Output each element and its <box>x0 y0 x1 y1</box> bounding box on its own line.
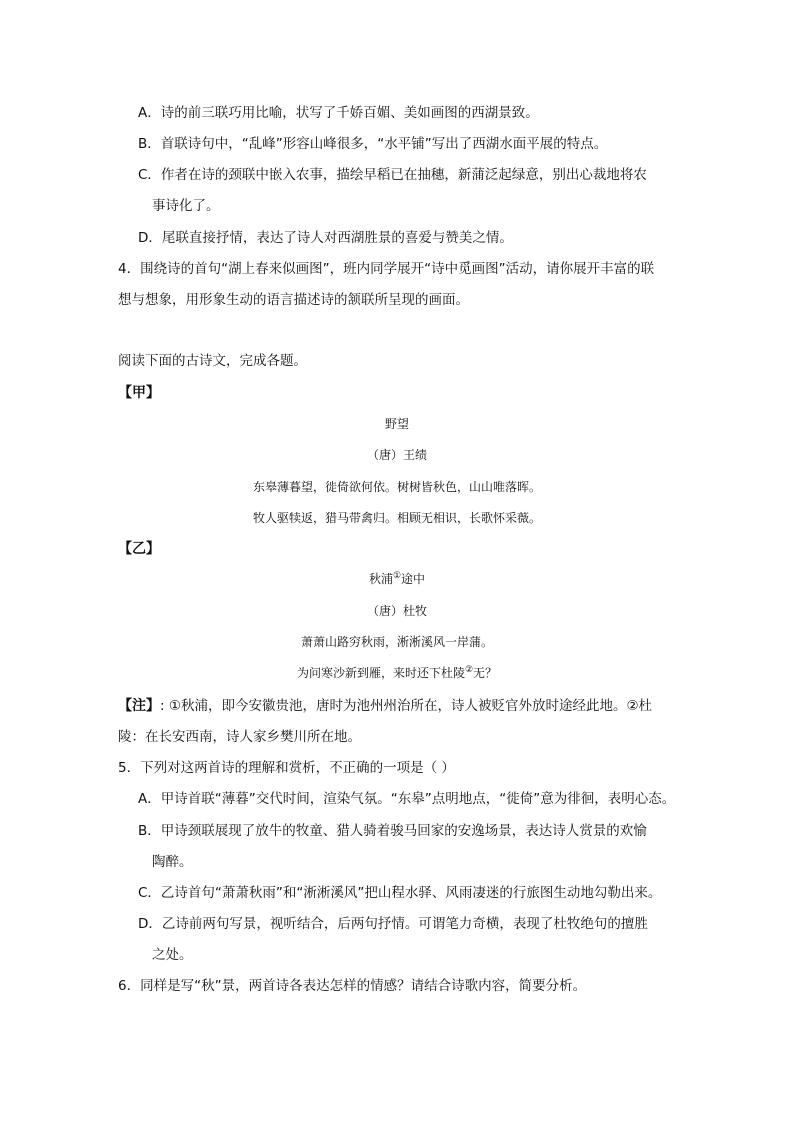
poem-jia-author: （唐）王绩 <box>366 448 427 462</box>
poem-jia-line2: 牧人驱犊返，猎马带禽归。相顾无相识，长歌怀采薇。 <box>252 511 541 525</box>
q3-option-a: A．诗的前三联巧用比喻，状写了千娇百媚、美如画图的西湖景致。 <box>138 105 539 121</box>
q4-stem-line1: 4．围绕诗的首句“湖上春来似画图”，班内同学展开“诗中觅画图”活动，请你展开丰富的联 <box>118 261 655 277</box>
q3-option-b: B．首联诗句中，“乱峰”形容山峰很多，“水平铺”写出了西湖水面平展的特点。 <box>138 136 608 152</box>
q3-option-d: D．尾联直接抒情，表达了诗人对西湖胜景的喜爱与赞美之情。 <box>138 230 513 246</box>
footnote-ref-1: ① <box>392 571 402 581</box>
reading-instructions: 阅读下面的古诗文，完成各题。 <box>118 353 307 369</box>
notes-line2: 陵：在长安西南，诗人家乡樊川所在地。 <box>118 729 361 745</box>
notes-label: 【注】 <box>118 698 160 714</box>
poem-jia-line1: 东皋薄暮望，徙倚欲何依。树树皆秋色，山山唯落晖。 <box>252 480 541 494</box>
notes-line1: 【注】: ①秋浦，即今安徽贵池，唐时为池州州治所在，诗人被贬官外放时途经此地。②杜 <box>118 698 653 714</box>
poem-yi-title: 秋浦①途中 <box>368 571 426 586</box>
q4-stem-line2: 想与想象，用形象生动的语言描述诗的颔联所呈现的画面。 <box>118 292 469 308</box>
q5-option-d-line2: 之处。 <box>152 947 193 963</box>
q5-stem: 5．下列对这两首诗的理解和赏析，不正确的一项是（ ） <box>118 760 455 776</box>
poem-yi-author: （唐）杜牧 <box>366 604 427 618</box>
q5-option-a: A．甲诗首联“薄暮”交代时间，渲染气氛。“东皋”点明地点，“徙倚”意为徘徊，表明心态。 <box>138 791 676 807</box>
q5-option-c: C．乙诗首句“萧萧秋雨”和“淅淅溪风”把山程水驿、风雨凄迷的行旅图生动地勾勒出来。 <box>138 885 662 901</box>
poem-jia-title: 野望 <box>384 417 409 431</box>
q5-option-b-line2: 陶醉。 <box>152 854 193 870</box>
poem-yi-marker: 【乙】 <box>118 541 160 557</box>
poem-yi-line1: 萧萧山路穷秋雨，淅淅溪风一岸蒲。 <box>300 635 493 649</box>
q6-stem: 6．同样是写“秋”景，两首诗各表达怎样的情感？请结合诗歌内容，简要分析。 <box>118 978 587 994</box>
q3-option-c-line2: 事诗化了。 <box>152 198 220 214</box>
q5-option-b-line1: B．甲诗颈联展现了放牛的牧童、猎人骑着骏马回家的安逸场景，表达诗人赏景的欢愉 <box>138 823 647 839</box>
poem-yi-line2: 为问寒沙新到雁，来时还下杜陵②无？ <box>296 665 498 680</box>
q5-option-d-line1: D．乙诗前两句写景，视听结合，后两句抒情。可谓笔力奇横，表现了杜牧绝句的擅胜 <box>138 916 648 932</box>
q3-option-c-line1: C．作者在诗的颈联中嵌入农事，描绘早稻已在抽穗，新蒲泛起绿意，别出心裁地将农 <box>138 167 647 183</box>
footnote-ref-2: ② <box>464 665 474 675</box>
poem-jia-marker: 【甲】 <box>118 385 160 401</box>
